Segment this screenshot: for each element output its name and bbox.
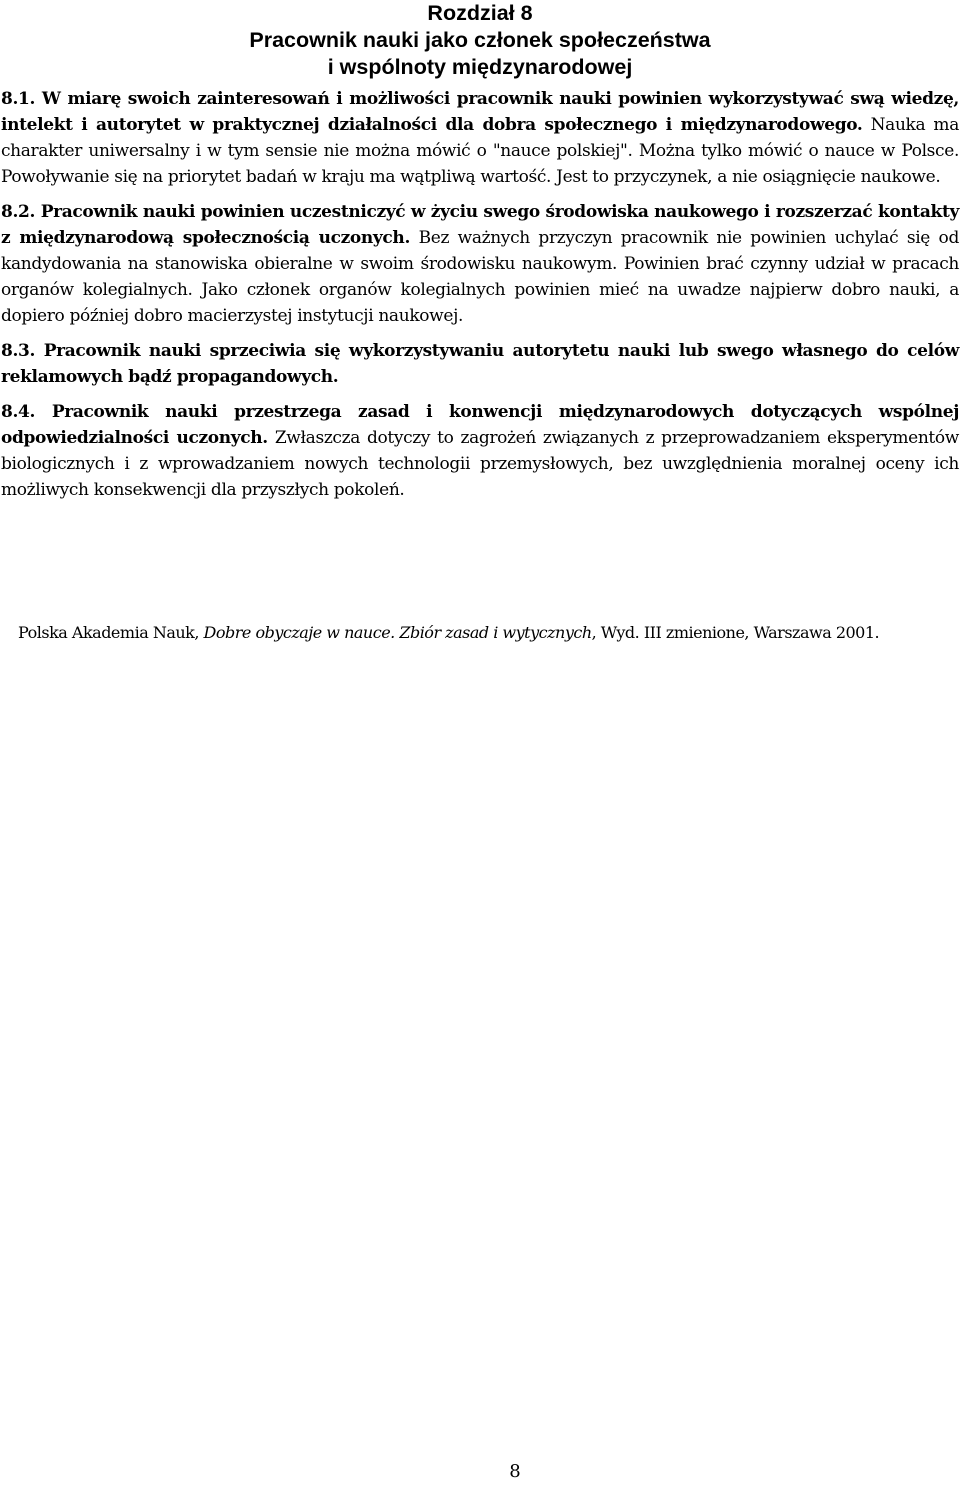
section-8-3	[1, 338, 959, 390]
section-8-2	[1, 199, 959, 329]
citation-edition: , Wyd. III zmienione, Warszawa 2001.	[591, 623, 880, 642]
chapter-body	[1, 86, 959, 512]
section-8-2-text: Bez ważnych przyczyn pracownik nie powinien uchylać się od kandydowania na stanowiska obieralne w swoim środowisku naukowym. Powinien brać czynny udział w pracach organów kolegialnych. Jako członek organów kolegialnych powinien mieć na uwadze najpierw dobro nauki, a dopiero później dobro macierzystej instytucji naukowej.	[1, 228, 959, 326]
section-8-2-lead: 8.2. Pracownik nauki powinien uczestniczyć w życiu swego środowiska naukowego i rozszerzać kontakty z międzynarodową społecznością uczonych.	[1, 202, 959, 248]
section-8-4-text: Zwłaszcza dotyczy to zagrożeń związanych z przeprowadzaniem eksperymentów biologicznych i z wprowadzaniem nowych technologii przemysłowych, bez uwzględnienia moralnej oceny ich możliwych konsekwencji dla przyszłych pokoleń.	[1, 428, 959, 500]
chapter-title-line-1: Pracownik nauki jako członek społeczeństwa	[249, 28, 711, 52]
section-8-4	[1, 399, 959, 503]
section-8-1	[1, 86, 959, 190]
page-number: 8	[509, 1461, 521, 1482]
chapter-number: Rozdział 8	[427, 1, 533, 25]
citation-title: Dobre obyczaje w nauce. Zbiór zasad i wytycznych	[203, 623, 592, 642]
section-8-3-lead: 8.3. Pracownik nauki sprzeciwia się wykorzystywaniu autorytetu nauki lub swego własnego do celów reklamowych bądź propagandowych.	[1, 341, 959, 387]
chapter-header	[0, 0, 960, 81]
citation-author: Polska Akademia Nauk,	[18, 623, 204, 642]
section-8-1-text: Nauka ma charakter uniwersalny i w tym sensie nie można mówić o "nauce polskiej". Można tylko mówić o nauce w Polsce. Powoływanie się na priorytet badań w kraju ma wątpliwą wartość. Jest to przyczynek, a nie osiągnięcie naukowe.	[1, 115, 959, 187]
section-8-1-lead: 8.1. W miarę swoich zainteresowań i możliwości pracownik nauki powinien wykorzystywać swą wiedzę, intelekt i autorytet w praktycznej działalności dla dobra społecznego i międzynarodowego.	[1, 89, 959, 135]
source-citation	[18, 620, 958, 646]
section-8-4-lead: 8.4. Pracownik nauki przestrzega zasad i konwencji międzynarodowych dotyczących wspólnej odpowiedzialności uczonych.	[1, 402, 959, 448]
chapter-title-line-2: i wspólnoty międzynarodowej	[327, 55, 633, 79]
